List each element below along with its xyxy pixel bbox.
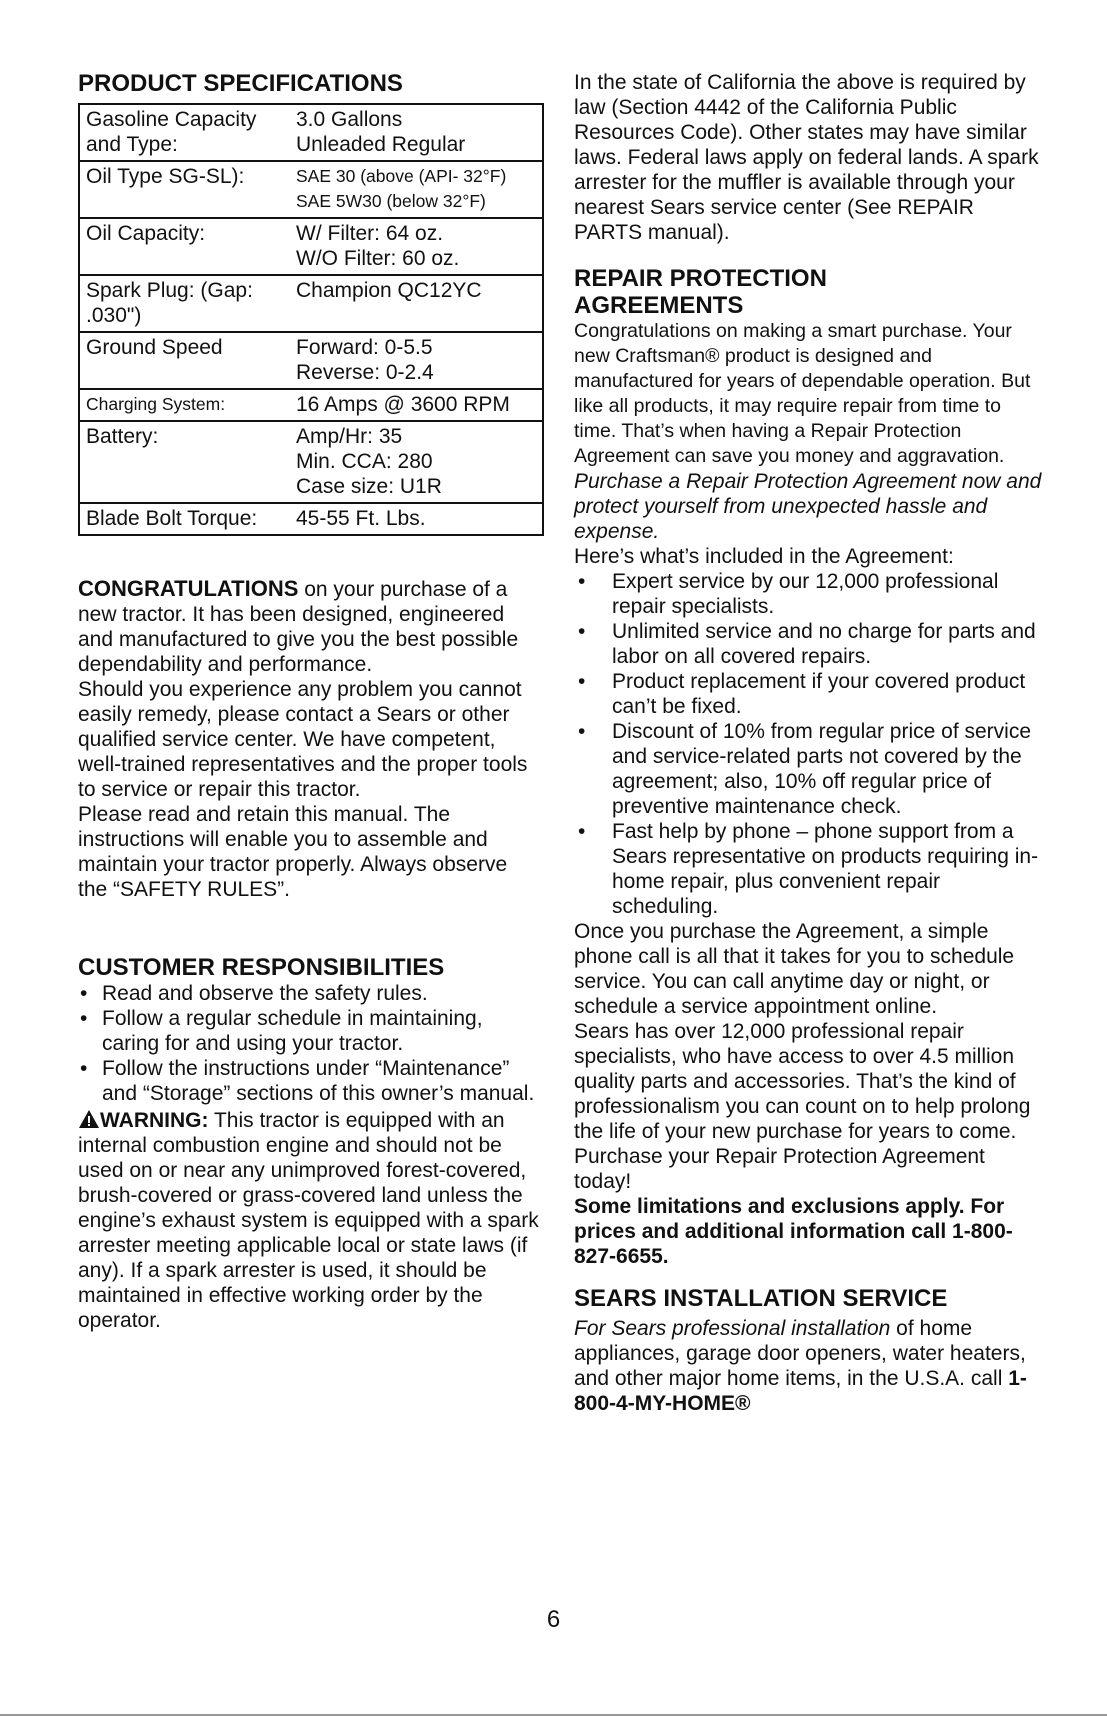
warning-paragraph: WARNING: This tractor is equipped with an internal combustion engine and should not be used on or near any unimproved forest-covered, brush-covered or grass-covered land unless the engine’s exhaust system is equipped with a spark arrester meeting applicable local or state laws (if any). If a spark arrester is used, it should be maintained in effective working order by the operator. bbox=[78, 1109, 539, 1332]
customer-title: CUSTOMER RESPONSIBILITIES bbox=[78, 954, 445, 981]
spec-value: Champion QC12YC bbox=[296, 279, 482, 302]
spec-label: Charging System: bbox=[86, 394, 226, 414]
customer-list bbox=[78, 981, 540, 1106]
list-item: • Read and observe the safety rules. bbox=[78, 981, 540, 1006]
service-paragraph: Should you experience any problem you cannot easily remedy, please contact a Sears or other qualified service center. We have competent, well-trained representatives and the proper tools to service or repair this tractor. bbox=[78, 678, 528, 801]
spec-value: W/ Filter: 64 oz. W/O Filter: 60 oz. bbox=[296, 222, 460, 270]
manual-paragraph: Please read and retain this manual. The instructions will enable you to assemble and maintain your tractor properly. Always observe the “SAFETY RULES”. bbox=[78, 803, 508, 901]
list-item: • Unlimited service and no charge for parts and labor on all covered repairs. bbox=[574, 619, 1044, 669]
list-item: • Expert service by our 12,000 professional repair specialists. bbox=[574, 569, 1044, 619]
install-paragraph: For Sears professional installation of home appliances, garage door openers, water heaters, and other major home items, in the U.S.A. call 1-800-4-MY-HOME® bbox=[574, 1317, 1027, 1415]
congrats-paragraph: CONGRATULATIONS on your purchase of a new tractor. It has been designed, engineered and manufactured to give you the best possible dependability and performance. bbox=[78, 576, 519, 676]
spec-label: Spark Plug: (Gap: .030") bbox=[86, 279, 253, 327]
repair-italic: Purchase a Repair Protection Agreement now and protect yourself from unexpected hassle and expense. bbox=[574, 470, 1042, 543]
spec-row bbox=[79, 421, 543, 503]
specs-table bbox=[78, 103, 544, 536]
spec-value: SAE 30 (above (API- 32°F) SAE 5W30 (below 32°F) bbox=[296, 166, 507, 211]
warning-icon bbox=[78, 1109, 100, 1129]
repair-included: Here’s what’s included in the Agreement: bbox=[574, 545, 954, 568]
repair-once: Once you purchase the Agreement, a simple phone call is all that it takes for you to schedule service. You can call anytime day or night, or schedule a service appointment online. bbox=[574, 920, 1015, 1018]
spec-row bbox=[79, 218, 543, 275]
right-column bbox=[574, 70, 1044, 1416]
list-item: • Follow a regular schedule in maintaining, caring for and using your tractor. bbox=[78, 1006, 540, 1056]
spec-value: Forward: 0-5.5 Reverse: 0-2.4 bbox=[296, 336, 434, 384]
list-item: • Product replacement if your covered product can’t be fixed. bbox=[574, 669, 1044, 719]
spec-value: 45-55 Ft. Lbs. bbox=[296, 507, 426, 530]
spec-label: Oil Type SG-SL): bbox=[86, 165, 245, 188]
repair-sears: Sears has over 12,000 professional repair specialists, who have access to over 4.5 million quality parts and accessories. That’s the kind of professionalism you can count on to help prolong the life of your new purchase for years to come. Purchase your Repair Protection Agreement today! bbox=[574, 1020, 1031, 1193]
repair-list bbox=[574, 569, 1044, 919]
spec-row bbox=[79, 104, 543, 161]
spec-label: Oil Capacity: bbox=[86, 222, 206, 245]
spec-row bbox=[79, 503, 543, 535]
install-title: SEARS INSTALLATION SERVICE bbox=[574, 1285, 948, 1312]
repair-intro: Congratulations on making a smart purchase. Your new Craftsman® product is designed and manufactured for years of dependable operation. But like all products, it may require repair from time to time. That’s when having a Repair Protection Agreement can save you money and aggravation. bbox=[574, 320, 1031, 467]
list-item: • Fast help by phone – phone support from a Sears representative on products requiring in-home repair, plus convenient repair scheduling. bbox=[574, 819, 1044, 919]
spec-label: Blade Bolt Torque: bbox=[86, 507, 258, 530]
specs-title: PRODUCT SPECIFICATIONS bbox=[78, 70, 403, 97]
california-paragraph: In the state of California the above is required by law (Section 4442 of the California Public Resources Code). Other states may have similar laws. Federal laws apply on federal lands. A spark arrester for the muffler is available through your nearest Sears service center (See REPAIR PARTS manual). bbox=[574, 71, 1039, 244]
repair-limitations: Some limitations and exclusions apply. For prices and additional information call 1-800-827-6655. bbox=[574, 1195, 1013, 1268]
spec-value: 16 Amps @ 3600 RPM bbox=[296, 393, 510, 416]
spec-value: 3.0 Gallons Unleaded Regular bbox=[296, 108, 466, 156]
spec-row bbox=[79, 275, 543, 332]
left-column bbox=[78, 70, 540, 1333]
spec-label: Ground Speed bbox=[86, 336, 223, 359]
spec-row bbox=[79, 161, 543, 218]
spec-row bbox=[79, 332, 543, 389]
repair-title: REPAIR PROTECTION AGREEMENTS bbox=[574, 265, 827, 319]
page-number: 6 bbox=[546, 1606, 561, 1633]
list-item: • Follow the instructions under “Maintenance” and “Storage” sections of this owner’s manual. bbox=[78, 1056, 540, 1106]
spec-value: Amp/Hr: 35 Min. CCA: 280 Case size: U1R bbox=[296, 425, 442, 498]
spec-row bbox=[79, 389, 543, 421]
spec-label: Battery: bbox=[86, 425, 159, 448]
spec-label: Gasoline Capacity and Type: bbox=[86, 108, 257, 156]
list-item: • Discount of 10% from regular price of service and service-related parts not covered by the agreement; also, 10% off regular price of preventive maintenance check. bbox=[574, 719, 1044, 819]
